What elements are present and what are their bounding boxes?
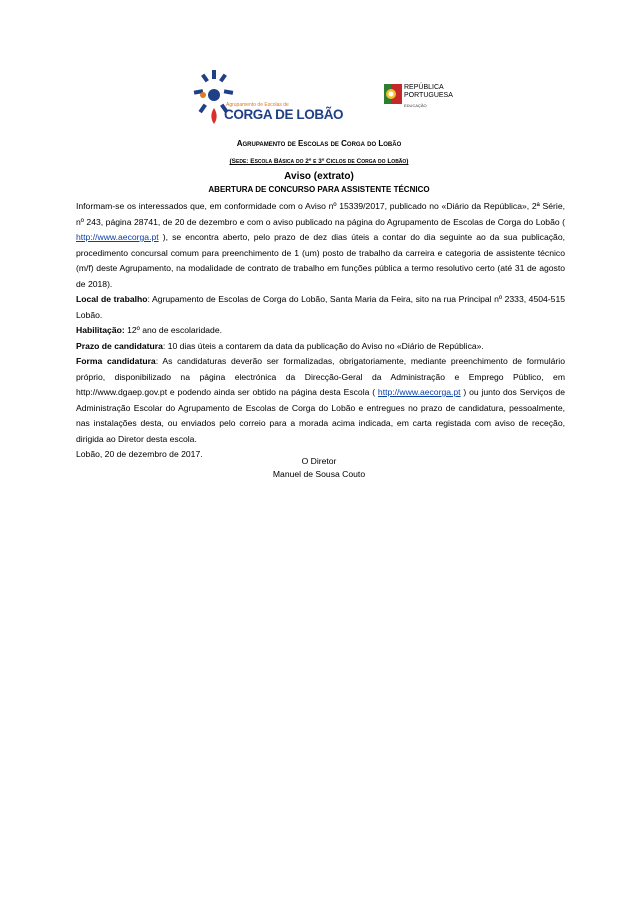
document-header <box>0 139 638 196</box>
notice-subtitle: ABERTURA DE CONCURSO PARA ASSISTENTE TÉCNICO <box>208 185 430 194</box>
school-name: CORGA DE LOBÃO <box>224 107 344 122</box>
republic-logo <box>384 82 474 122</box>
paragraph-application: Forma candidatura: As candidaturas deverão ser formalizadas, obrigatoriamente, mediante preenchimento de formulário próprio, disponibilizado na página electrónica da Direcção-Geral da Administração e Emprego Público, em http://www.dgaep.gov.pt e podendo ainda ser obtido na página desta Escola ( http://www.aecorga.pt ) ou junto dos Serviços de Administração Escolar do Agrupamento de Escolas de Corga do Lobão e entregues no prazo de candidatura, pessoalmente, nas instalações desta, ou enviados pelo correio para a morada acima indicada, em carta registada com aviso de receção, dirigida ao Diretor desta escola. <box>76 356 565 444</box>
republic-line-1: REPÚBLICA <box>404 84 444 91</box>
signature-block <box>0 455 638 481</box>
paragraph-intro: Informam-se os interessados que, em conformidade com o Aviso nº 15339/2017, publicado no «Diário da República», 2ª Série, nº 243, página 28741, de 20 de dezembro e com o aviso publicado na página do Agrupamento de Escolas de Corga do Lobão ( http://www.aecorga.pt ), se encontra aberto, pelo prazo de dez dias úteis a contar do dia seguinte ao da sua publicação, procedimento concursal comum para preenchimento de 1 (um) posto de trabalho da carreira e categoria de assistente técnico (m/f) deste Agrupamento, na modalidade de contrato de trabalho em funções pública a termo resolutivo certo (até 31 de agosto de 2018). <box>76 201 565 289</box>
coat-of-arms-icon <box>384 82 402 106</box>
website-link-2[interactable]: http://www.aecorga.pt <box>377 387 461 397</box>
logos-header <box>0 68 638 128</box>
school-logo <box>190 68 344 128</box>
paragraph-deadline: Prazo de candidatura: 10 dias úteis a contarem da data da publicação do Aviso no «Diário de República». <box>76 340 484 351</box>
school-subtitle: Agrupamento de Escolas de <box>226 102 289 108</box>
signature-title: O Diretor <box>301 456 337 466</box>
paragraph-date: Lobão, 20 de dezembro de 2017. <box>76 449 203 459</box>
signature-name: Manuel de Sousa Couto <box>272 469 366 479</box>
paragraph-location: Local de trabalho: Agrupamento de Escolas de Corga do Lobão, Santa Maria da Feira, sito na rua Principal nº 2333, 4504-515 Lobão. <box>76 294 566 320</box>
republic-line-2: PORTUGUESA <box>404 92 453 99</box>
notice-body <box>76 199 565 463</box>
school-seat: (Sede: Escola Básica do 2º e 3º Ciclos de Corga do Lobão) <box>229 158 409 165</box>
school-title: Agrupamento de Escolas de Corga do Lobão <box>236 139 402 148</box>
republic-sub: EDUCAÇÃO <box>404 103 427 108</box>
paragraph-qualification: Habilitação: 12º ano de escolaridade. <box>76 325 222 335</box>
notice-title: Aviso (extrato) <box>284 171 354 182</box>
website-link[interactable]: http://www.aecorga.pt <box>76 232 159 242</box>
